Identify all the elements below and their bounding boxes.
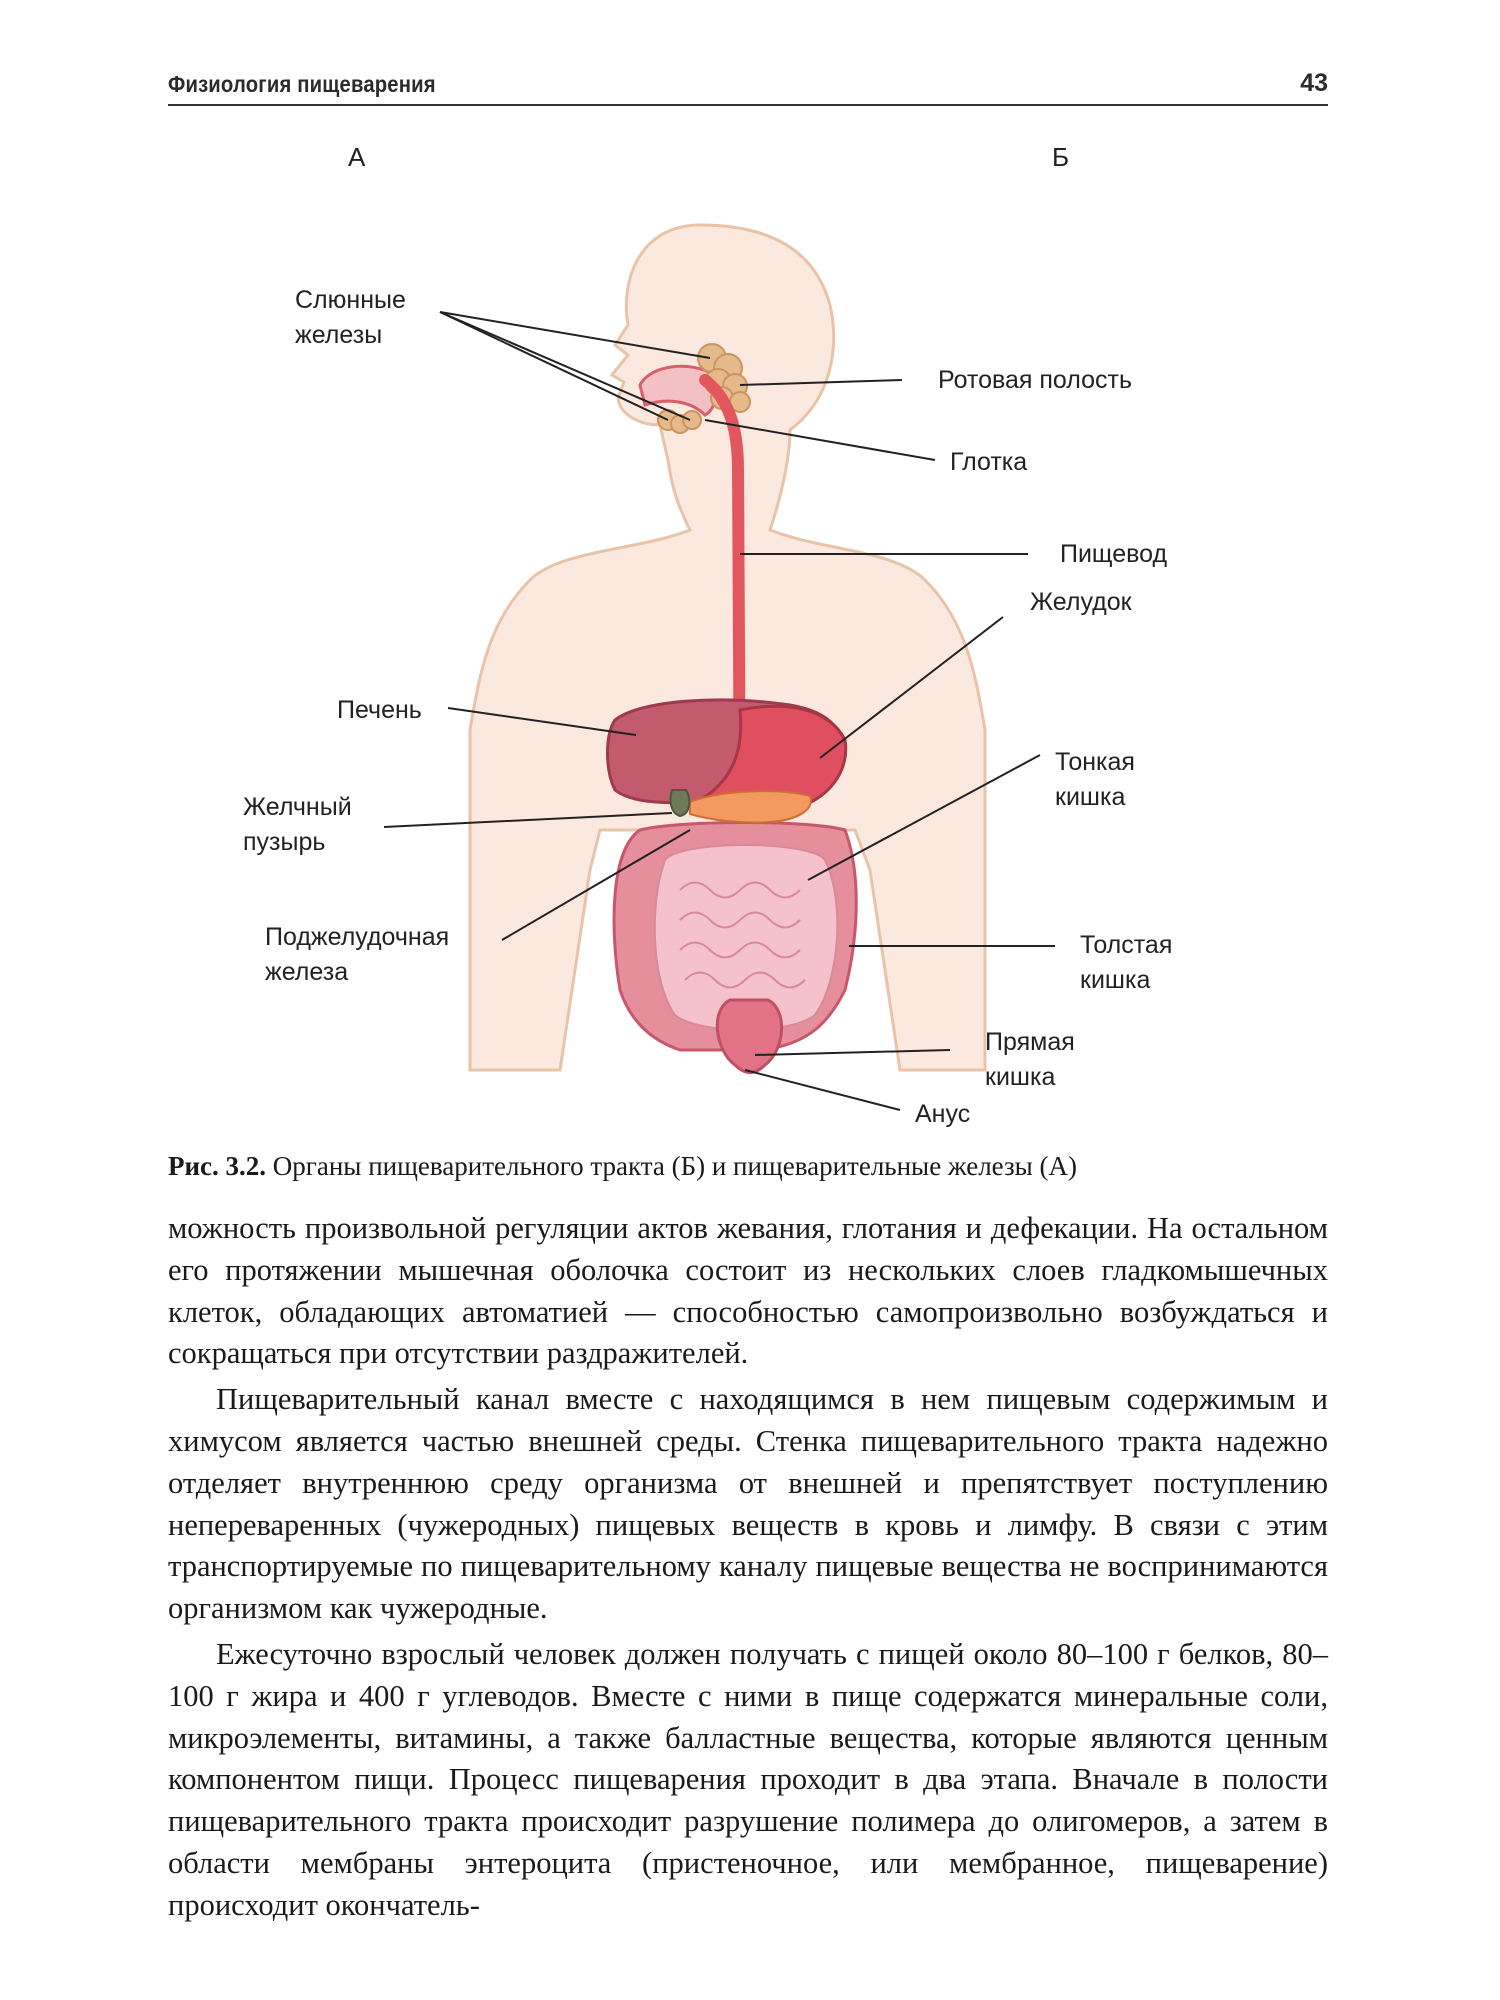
pancreas-shape [690, 791, 811, 822]
label-pancreas-line2: железа [265, 958, 349, 986]
paragraph-2: Пищеварительный канал вместе с находящимся в нем пищевым содержимым и химусом является частью внешней среды. Стенка пищеварительного тракта надежно отделяет внутреннюю среду организма от внешней и препятствует поступлению непереваренных (чужеродных) пищевых веществ в кровь и лимфу. В связи с этим транспортируемые по пищеварительному каналу пищевые вещества не воспринимаются организмом как чужеродные. [168, 1382, 1328, 1626]
figure-caption-text: Органы пищеварительного тракта (Б) и пищеварительные железы (А) [266, 1151, 1078, 1181]
figure-caption [168, 1148, 1328, 1184]
label-large-intestine-line1: Толстая [1080, 931, 1173, 959]
gallbladder-shape [670, 790, 689, 816]
figure-caption-number: Рис. 3.2. [168, 1151, 267, 1181]
label-salivary-glands-line2: железы [295, 321, 383, 349]
label-large-intestine-line2: кишка [1080, 966, 1151, 994]
label-pharynx: Глотка [950, 448, 1028, 476]
label-esophagus: Пищевод [1060, 540, 1168, 568]
panel-label-b: Б [1052, 142, 1070, 172]
label-stomach: Желудок [1030, 588, 1132, 616]
anatomy-illustration [0, 130, 1500, 1140]
digestive-system-figure [0, 130, 1500, 1140]
body-text [168, 1208, 1328, 1927]
label-salivary-glands-line1: Слюнные [295, 286, 406, 314]
label-small-intestine-line2: кишка [1055, 783, 1126, 811]
label-pancreas-line1: Поджелудочная [265, 923, 450, 951]
label-anus: Анус [915, 1100, 971, 1128]
paragraph-1: можность произвольной регуляции актов жевания, глотания и дефекации. На остальном его протяжении мышечная оболочка состоит из нескольких слоев гладкомышечных клеток, обладающих автоматией — способностью самопроизвольно возбуждаться и сокращаться при отсутствии раздражителей. [168, 1211, 1328, 1371]
label-liver: Печень [337, 696, 422, 724]
label-gallbladder-line2: пузырь [243, 828, 326, 856]
label-small-intestine-line1: Тонкая [1055, 748, 1135, 776]
label-rectum-line1: Прямая [985, 1028, 1075, 1056]
label-oral-cavity: Ротовая полость [938, 366, 1133, 394]
running-title: Физиология пищеварения [168, 71, 436, 97]
label-gallbladder-line1: Желчный [243, 793, 352, 821]
page-number: 43 [1300, 69, 1328, 97]
panel-label-a: А [348, 142, 366, 172]
rectum-shape [717, 1000, 781, 1073]
paragraph-3: Ежесуточно взрослый человек должен получать с пищей около 80–100 г белков, 80–100 г жира и 400 г углеводов. Вместе с ними в пище содержатся минеральные соли, микроэлементы, витамины, а также балластные вещества, которые являются ценным компонентом пищи. Процесс пищеварения проходит в два этапа. Вначале в полости пищеварительного тракта происходит разрушение полимера до олигомеров, а затем в области мембраны энтероцита (пристеночное, или мембранное, пищеварение) происходит окончатель- [168, 1636, 1328, 1922]
label-rectum-line2: кишка [985, 1063, 1056, 1091]
running-header [168, 64, 1328, 106]
